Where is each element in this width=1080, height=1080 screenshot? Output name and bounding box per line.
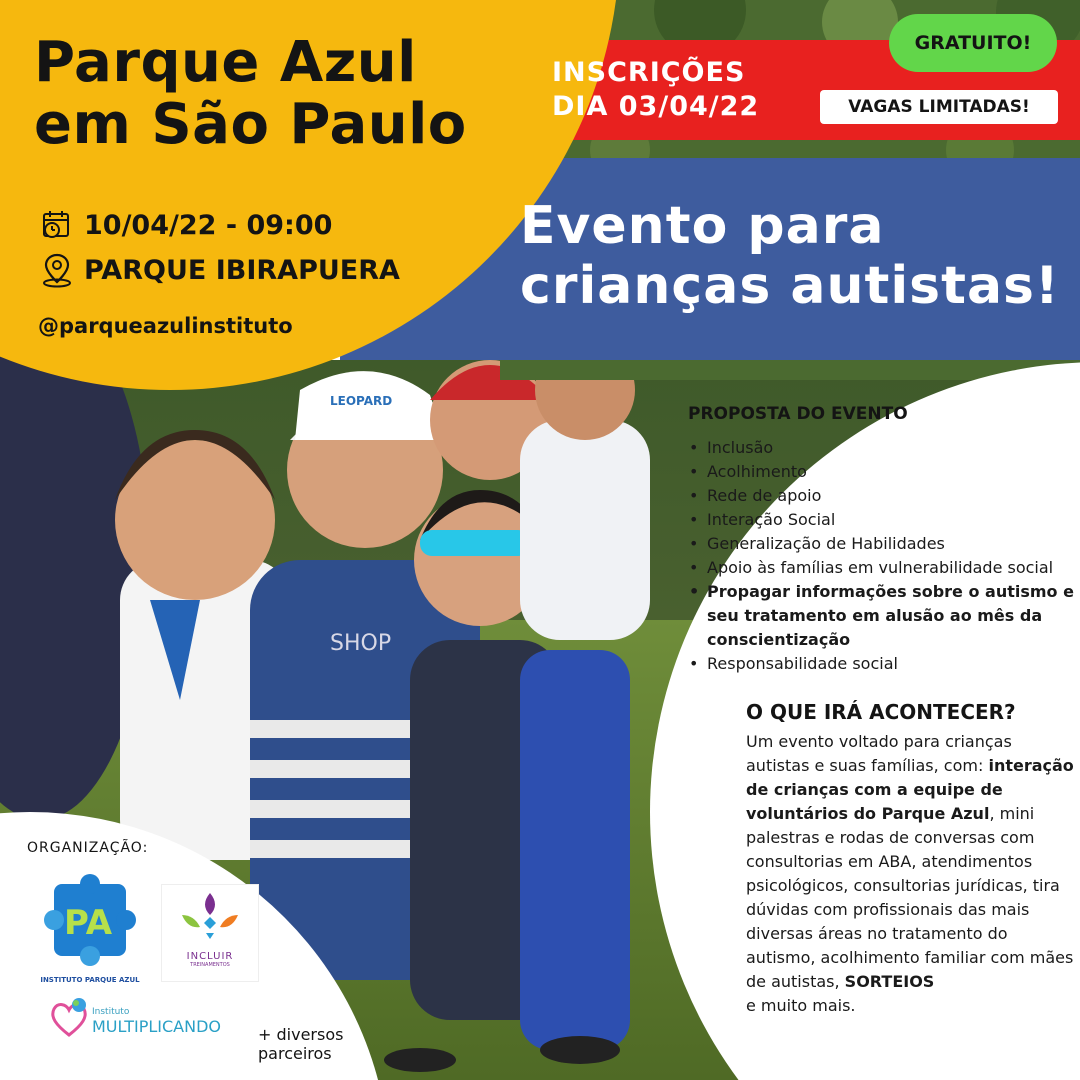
instagram-handle[interactable]: @parqueazulinstituto — [38, 314, 293, 338]
list-item: • Interação Social — [687, 508, 1079, 532]
happening-highlight: interação de crianças com a equipe de voluntários do Parque Azul — [746, 756, 1074, 823]
happening-text: , mini palestras e rodas de conversas com consultorias em ABA, atendimentos psicológicos, consultorias jurídicas, tira dúvidas com profissionais das mais diversas áreas no tratamento do autismo, acolhimento familiar com mães de autistas, — [746, 804, 1074, 991]
list-item: • Responsabilidade social — [687, 652, 1079, 676]
list-item: • Inclusão — [687, 436, 1079, 460]
calendar-clock-icon — [40, 208, 74, 242]
logo-multi-name: MULTIPLICANDO — [92, 1017, 221, 1036]
event-title: Parque Azul em São Paulo — [34, 30, 467, 157]
happening-description — [746, 730, 1076, 1018]
happening-text: Um evento voltado para crianças autistas e suas famílias, com: — [746, 732, 1012, 775]
puzzle-logo-icon — [40, 874, 140, 970]
proposal-list — [687, 436, 1079, 676]
proposal-title: PROPOSTA DO EVENTO — [688, 404, 908, 424]
location-line — [40, 252, 400, 288]
svg-text:PA: PA — [64, 903, 113, 943]
logo-multiplicando — [46, 995, 236, 1045]
registration-date: INSCRIÇÕES DIA 03/04/22 — [552, 57, 760, 122]
heart-globe-icon — [46, 995, 92, 1041]
logo-multi-small: Instituto — [92, 1007, 130, 1017]
happening-title: O QUE IRÁ ACONTECER? — [746, 700, 1016, 724]
happening-highlight: SORTEIOS — [844, 972, 935, 991]
event-date-time: 10/04/22 - 09:00 — [84, 209, 333, 241]
logo-instituto-parque-azul — [40, 874, 140, 984]
list-item: • Apoio às famílias em vulnerabilidade social — [687, 556, 1079, 580]
partners-text: + diversos parceiros — [258, 1025, 344, 1063]
incluir-emblem-icon — [162, 885, 258, 947]
limited-spots-badge: VAGAS LIMITADAS! — [820, 90, 1058, 124]
shirt-print: SHOP — [330, 631, 392, 656]
logo-incluir-name: INCLUIR — [186, 951, 234, 962]
location-pin-icon — [40, 252, 74, 288]
logo-incluir — [162, 885, 258, 981]
logo-pa-caption: INSTITUTO PARQUE AZUL — [40, 976, 140, 984]
date-time-line — [40, 208, 332, 242]
list-item: • Rede de apoio — [687, 484, 1079, 508]
event-location: PARQUE IBIRAPUERA — [84, 254, 400, 286]
event-headline: Evento para crianças autistas! — [520, 196, 1060, 316]
logo-incluir-sub: TREINAMENTOS — [190, 962, 230, 968]
free-badge: GRATUITO! — [889, 14, 1057, 72]
organization-label: ORGANIZAÇÃO: — [27, 840, 149, 856]
list-item: • Acolhimento — [687, 460, 1079, 484]
cap-print: LEOPARD — [330, 394, 393, 408]
list-item: • Generalização de Habilidades — [687, 532, 1079, 556]
list-item: • Propagar informações sobre o autismo e seu tratamento em alusão ao mês da conscientização — [687, 580, 1079, 652]
happening-text: e muito mais. — [746, 996, 856, 1015]
